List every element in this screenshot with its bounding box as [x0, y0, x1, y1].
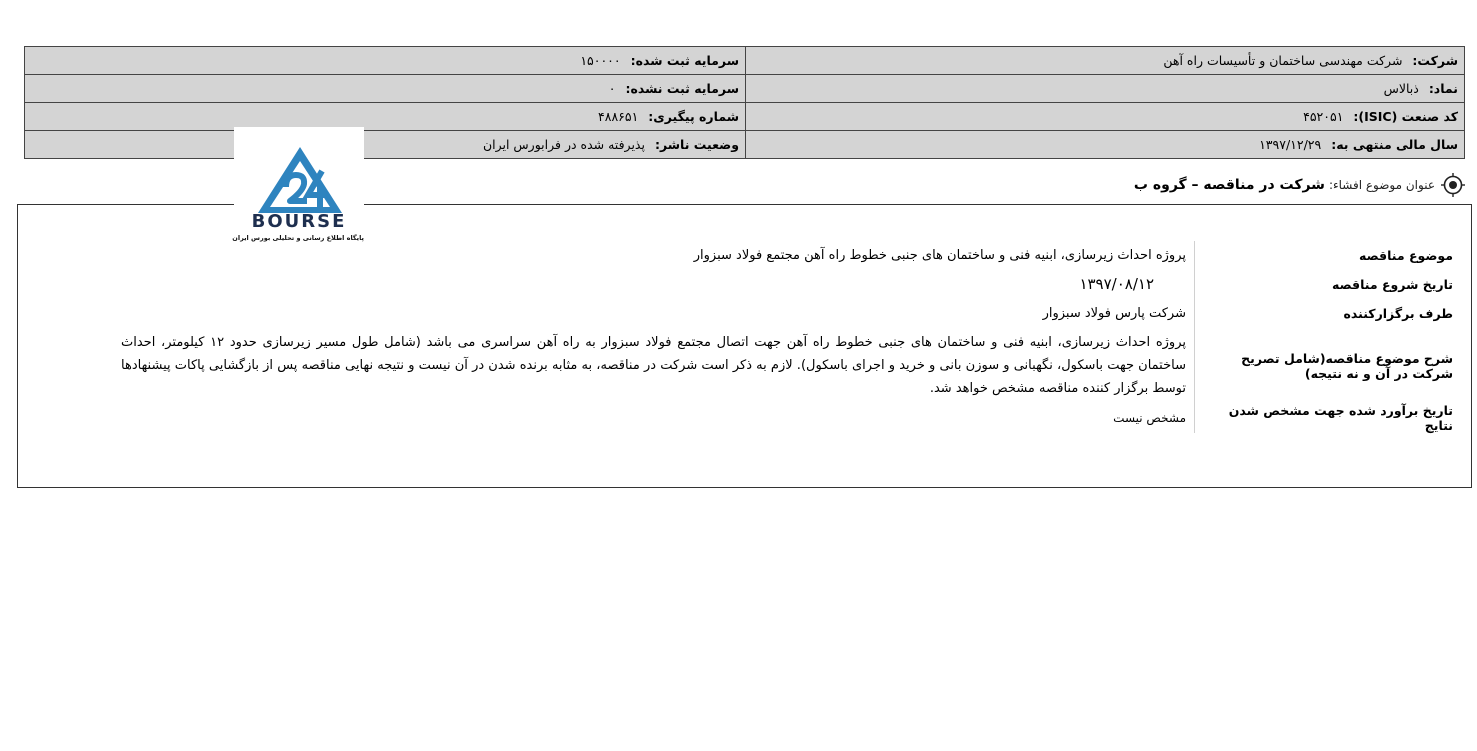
registered-capital-label: سرمایه ثبت شده: [630, 53, 739, 68]
publisher-status-label: وضعیت ناشر: [654, 137, 739, 152]
tender-details-table [121, 241, 1461, 433]
fiscal-year-label: سال مالی منتهی به: [1331, 137, 1458, 152]
description-label: شرح موضوع مناقصه(شامل تصریح شرکت در آن و نه نتیجه) [1195, 328, 1462, 403]
detail-row [121, 270, 1461, 299]
company-cell [746, 47, 1465, 75]
unregistered-capital-label: سرمایه ثبت نشده: [625, 81, 739, 96]
company-value: شرکت مهندسی ساختمان و تأسیسات راه آهن [1163, 53, 1403, 68]
detail-row [121, 403, 1461, 433]
logo-text: BOURSE [251, 211, 347, 232]
info-row [25, 75, 1465, 103]
organizer-value: شرکت پارس فولاد سبزوار [1042, 306, 1186, 321]
organizer-label: طرف برگزارکننده [1195, 299, 1462, 328]
symbol-value: ذبالاس [1383, 81, 1419, 96]
registered-capital-value: ۱۵۰۰۰۰ [580, 53, 621, 68]
tender-subject-label: موضوع مناقصه [1195, 241, 1462, 270]
estimated-result-date-label: تاریخ برآورد شده جهت مشخص شدن نتایج [1195, 403, 1462, 433]
fiscal-year-cell [746, 131, 1465, 159]
symbol-label: نماد: [1428, 81, 1458, 96]
fiscal-year-value: ۱۳۹۷/۱۲/۲۹ [1259, 137, 1322, 152]
detail-row [121, 328, 1461, 403]
isic-value: ۴۵۲۰۵۱ [1303, 109, 1344, 124]
start-date-label: تاریخ شروع مناقصه [1195, 270, 1462, 299]
start-date-value: ۱۳۹۷/۰۸/۱۲ [1079, 275, 1154, 293]
unregistered-capital-value: ۰ [608, 81, 616, 96]
description-value: پروژه احداث زیرسازی، ابنیه فنی و ساختمان های جنبی خطوط راه آهن جهت اتصال مجتمع فولاد سبزوار به راه آهن سراسری می باشد (شامل طول مسیر زیرسازی حدود ۱۲ کیلومتر، احداث ساختمان جهت باسکول، نگهبانی و سوزن بانی و خرید و اجرای باسکول). لازم به ذکر است شرکت در مناقصه، به مثابه برنده شدن در آن نیست و نتیجه نهایی مناقصه پس از بازگشایی پاکات پیشنهادها توسط برگزار کننده مناقصه مشخص خواهد شد. [121, 335, 1186, 396]
info-row [25, 47, 1465, 75]
tracking-number-value: ۴۸۸۶۵۱ [598, 109, 639, 124]
symbol-cell [746, 75, 1465, 103]
publisher-status-value: پذیرفته شده در فرابورس ایران [482, 137, 645, 152]
tracking-number-label: شماره پیگیری: [648, 109, 739, 124]
disclosure-title-value: شرکت در مناقصه – گروه ب [1133, 177, 1325, 193]
target-icon [1441, 173, 1465, 197]
isic-cell [746, 103, 1465, 131]
estimated-result-date-value: مشخص نیست [1113, 410, 1186, 425]
isic-label: کد صنعت (ISIC): [1353, 109, 1458, 124]
tracking-number-cell [25, 103, 746, 131]
company-label: شرکت: [1412, 53, 1458, 68]
tender-subject-value: پروژه احداث زیرسازی، ابنیه فنی و ساختمان های جنبی خطوط راه آهن مجتمع فولاد سبزوار [693, 248, 1186, 263]
logo-subtext: پایگاه اطلاع رسانی و تحلیلی بورس ایران [232, 234, 364, 242]
unregistered-capital-cell [25, 75, 746, 103]
disclosure-title-line [1134, 172, 1465, 198]
registered-capital-cell [25, 47, 746, 75]
logo-triangle-icon [234, 127, 364, 217]
disclosure-title-label: عنوان موضوع افشاء: [1328, 178, 1435, 192]
detail-row [121, 299, 1461, 328]
bourse24-logo [234, 127, 364, 249]
publisher-status-cell [25, 131, 746, 159]
